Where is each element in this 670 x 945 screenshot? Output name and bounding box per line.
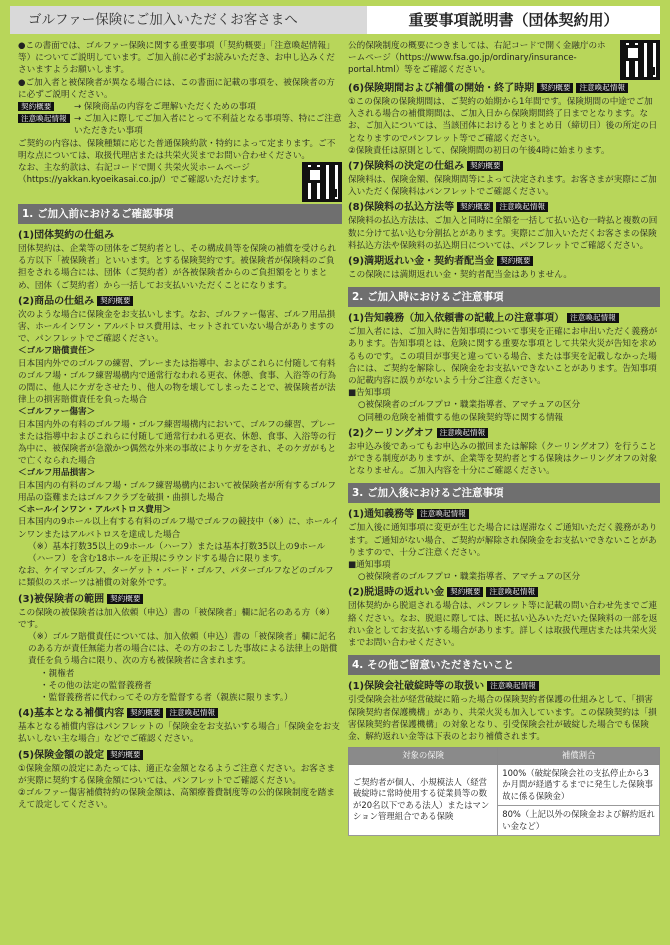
table-cell: ご契約者が個人、小規模法人（経営破綻時に常時使用する従業員等の数が20名以下である法人）またはマンション管理組合である保険 [349,764,498,836]
table-row [349,764,660,806]
r-t31: ご加入後に通知事項に変更が生じた場合には遅滞なくご通知いただく義務があります。ご通知がない場合、ご契約が解除され保険金をお支払いできないことがありますので、十分ご注意ください。 [348,523,658,558]
intro-text-1: ●この書面では、ゴルファー保険に関する重要事項（「契約概要」「注意喚起情報」等）についてご説明しています。ご加入前に必ずお読みいただき、お申し込みくださいますようお願いします。 [18,41,335,76]
tag-summary: 契約概要 [497,256,533,266]
r-t32: 団体契約から脱退される場合は、パンフレット等に記載の問い合わせ先までご連絡ください。なお、脱退に際しては、既に払い込みいただいた保険料の一部を返れい金としてお支払いする場合があります。詳しくは取扱代理店または共栄火災までお問い合わせください。 [348,601,658,649]
r-h41-text: (1)保険会社破綻時等の取扱い [348,681,485,693]
r-h7 [348,160,660,174]
r-h21-text: (1)告知義務（加入依頼書の記載上の注意事項） [348,313,565,325]
table-cell: 80%（上記以外の保険金および解約返れい金など） [498,806,660,836]
section-4-header: 4. その他ご留意いただきたいこと [348,655,660,675]
r-t21b: ○被保険者のゴルフプロ・職業指導者、アマチュアの区分 [358,400,581,411]
list-item: ・親権者 [40,668,75,679]
r-h22 [348,427,660,441]
tag-summary: 契約概要 [447,587,483,597]
tag-caution: 注意喚起情報 [567,313,619,323]
legend-tag-summary: 契約概要 [18,102,54,111]
s1-h4-text: (4)基本となる補償内容 [18,708,125,720]
tag-caution: 注意喚起情報 [486,587,538,597]
intro-contract: ご契約の内容は、保険種類に応じた普通保険約款・特約によって定まります。ご不明な点については、取扱代理店または共栄火災までお問い合わせください。 [18,138,336,161]
r-h6 [348,82,660,96]
s1-h2 [18,295,342,309]
golf-equipment-text: 日本国内の有料のゴルフ場・ゴルフ練習場構内において被保険者が所有するゴルフ用品の盗難またはゴルフクラブを破損・曲損した場合 [18,480,336,503]
s1-t5b: ②ゴルファー傷害補償特約の保険金額は、高額療養費制度等の公的保険制度を踏まえて設定してください。 [18,787,335,811]
r-t6b: ②保険責任は原則として、保険期間の初日の午後4時に始まります。 [348,145,610,156]
table-header-row [349,748,660,765]
r-h8 [348,201,660,215]
similar-sports-note: なお、ケイマンゴルフ、ターゲット・バード・ゴルフ、パターゴルフなどのゴルフに類似のスポーツは補償の対象外です。 [18,566,334,589]
tag-caution: 注意喚起情報 [166,708,218,718]
golf-liability-text: 日本国内外でのゴルフの練習、プレーまたは指導中、およびこれらに付随して有料のゴルフ場・ゴルフ練習場構内で通常行なわれる更衣、休憩、食事、入浴等の行為の間に、他人にケガをさせたり、他人の物を壊してしまったことで、被保険者が法律上の損害賠償責任を負った場合 [18,358,336,406]
tag-caution: 注意喚起情報 [417,509,469,519]
s1-t3-note: （※）ゴルフ賠償責任については、加入依頼（申込）書の「被保険者」欄に記名のある方が責任無能力者の場合には、その方のおこした事故による法律上の賠償責任を負う場合に限り、次の方も被保険者に含まれます。 [28,631,338,667]
r-t8: 保険料の払込方法は、ご加入と同時に全額を一括して払い込む一時払と複数の回数に分けて払い込む分割払とがあります。実際にご加入いただくお客さまの保険料払込方法や保険料の払込期日については、パンフレットでご確認ください。 [348,216,658,251]
r-t31b: ○被保険者のゴルフプロ・職業指導者、アマチュアの区分 [358,572,581,583]
table-header: 補償割合 [498,748,660,765]
legend-row [18,101,342,113]
section-3-header: 3. ご加入後におけるご注意事項 [348,483,660,503]
r-t7: 保険料は、保険金額、保険期間等によって決定されます。お客さまが実際にご加入いただく保険料はパンフレットでご確認ください。 [348,175,657,198]
r-t6a: ①この保険の保険期間は、ご契約の始期から1年間です。保険期間の中途でご加入される場合の補償期間は、ご加入日から保険期間終了日までとなります。なお、ご加入については、当該団体におけるとりまとめ日（締切日）後の所定の日となりますのでパンフレット等でご確認ください。 [348,97,658,144]
protection-table [348,747,660,836]
r-h32-text: (2)脱退時の返れい金 [348,587,445,599]
golfer-injury-text: 日本国内外の有料のゴルフ場・ゴルフ練習場構内において、ゴルフの練習、プレーまたは指導中およびこれらに付随して通常行われる更衣、休憩、食事、入浴等の行為中に、被保険者が急激かつ偶然な外来の事故によりケガをされ、そのケガがもとで亡くなられた場合 [18,419,337,467]
section-1-header: 1. ご加入前におけるご確認事項 [18,204,342,224]
tag-summary: 契約概要 [107,750,143,760]
r-h8-text: (8)保険料の払込方法等 [348,202,455,214]
legend-row [18,113,342,137]
intro-text-2: ●ご加入者と被保険者が異なる場合には、この書面に記載の事項を、被保険者の方に必ずご説明ください。 [18,77,335,100]
qr-code-icon[interactable] [302,162,342,202]
golf-liability-heading: ＜ゴルフ賠償責任＞ [18,346,96,357]
legend-tag-caution: 注意喚起情報 [18,114,70,123]
tag-summary: 契約概要 [107,594,143,604]
r-t21a: ■告知事項 [348,388,391,399]
legend-text-summary: → 保険商品の内容をご理解いただくための事項 [74,102,256,113]
s1-t3: この保険の被保険者は加入依頼（申込）書の「被保険者」欄に記名のある方（※）です。 [18,607,335,630]
list-item: ・監督義務者に代わってその方を監督する者（親族に限ります。） [40,692,293,703]
s1-t1: 団体契約は、企業等の団体をご契約者とし、その構成員等を保険の補償を受けられる方以下「被保険者」といいます。とする保険契約です。被保険者が保険料のご負担をされる場合には、団体（ご契約者）が各被保険者からのご負担額をとりまとめ、団体（ご契約者）から一括してお支払いいただくことになります。 [18,244,336,291]
hole-in-one-note: （※）基本打数35以上の9ホール（ハーフ）または基本打数35以上の9ホール（ハーフ）を含む18ホールを正規にラウンドする場合に限ります。 [28,541,326,564]
section-2-header: 2. ご加入時におけるご注意事項 [348,287,660,307]
r-t41: 引受保険会社が経営破綻に陥った場合の保険契約者保護の仕組みとして、「損害保険契約者保護機構」があり、共栄火災も加入しています。この保険契約は「損害保険契約者保護機構」の対象となり、引受保険会社が破綻した場合でも保険金、解約返れい金等は下表のとおり補償されます。 [348,695,657,742]
legend-text-caution: → ご加入に際してご加入者にとって不利益となる事項等、特にご注意いただきたい事項 [74,114,342,137]
table-header: 対象の保険 [349,748,498,765]
tag-caution: 注意喚起情報 [487,681,539,691]
r-h32 [348,586,660,600]
tag-summary: 契約概要 [97,296,133,306]
tag-caution: 注意喚起情報 [576,83,628,93]
tag-caution: 注意喚起情報 [496,202,548,212]
r-t21: ご加入者には、ご加入時に告知事項について事実を正確にお申出いただく義務があります。告知事項とは、危険に関する重要な事項として共栄火災が告知を求めるものです。この項目が事実と違っている場合、または事実を記載しなかった場合には、ご契約を解除し、保険金をお支払いできないことがあります。告知事項の記載内容に誤りがないよう十分ご注意ください。 [348,327,658,387]
right-column [348,40,660,940]
tag-summary: 契約概要 [537,83,573,93]
s1-t2: 次のような場合に保険金をお支払いします。なお、ゴルファー傷害、ゴルフ用品損害、ホールインワン・アルバトロス費用は、セットされていない場合がありますので、パンフレットでご確認ください。 [18,309,336,345]
s1-h1: (1)団体契約の仕組み [18,230,115,242]
r-t31a: ■通知事項 [348,560,391,571]
r-h21 [348,312,660,326]
s1-h5 [18,749,342,763]
r-h9-text: (9)満期返れい金・契約者配当金 [348,256,495,268]
hole-in-one-text: 日本国内の9ホール以上有する有料のゴルフ場でゴルフの競技中（※）に、ホールインワンまたはアルバトロスを達成した場合 [18,517,340,540]
s1-t4: 基本となる補償内容はパンフレットの「保険金をお支払いする場合」「保険金をお支払いしない主な場合」などでご確認ください。 [18,722,340,745]
r-t21c: ○同種の危険を補償する他の保険契約等に関する情報 [358,412,564,423]
r-h41 [348,680,660,694]
s1-h2-text: (2)商品の仕組み [18,295,95,307]
r-h9 [348,255,660,269]
tag-summary: 契約概要 [467,161,503,171]
golfer-injury-heading: ＜ゴルファー傷害＞ [18,407,96,418]
header-audience: ゴルファー保険にご加入いただくお客さまへ [10,6,367,34]
s1-h3-text: (3)被保険者の範囲 [18,593,105,605]
s1-h5-text: (5)保険金額の設定 [18,749,105,761]
tag-caution: 注意喚起情報 [437,428,489,438]
s1-h4 [18,707,342,721]
r-t9: この保険には満期返れい金・契約者配当金はありません。 [348,270,572,281]
r-h6-text: (6)保険期間および補償の開始・終了時期 [348,83,535,94]
r-h22-text: (2)クーリングオフ [348,427,434,439]
r-t22: お申込み後であってもお申込みの撤回または解除（クーリングオフ）を行うことができる制度がありますが、企業等を契約者とする保険はクーリングオフの対象となりません。ご加入内容を十分にご確認ください。 [348,441,657,477]
golf-equipment-heading: ＜ゴルフ用品損害＞ [18,468,96,479]
s1-t5a: ①保険金額の設定にあたっては、適正な金額となるようご注意ください。お客さまが実際に契約する保険金額については、パンフレットでご確認ください。 [18,763,336,786]
document-title: 重要事項説明書（団体契約用） [367,6,660,34]
hole-in-one-heading: ＜ホールインワン・アルバトロス費用＞ [18,505,171,516]
qr-code-icon[interactable] [620,40,660,80]
intro-yakkan [18,162,342,186]
public-insurance-note [348,40,660,77]
tag-summary: 契約概要 [457,202,493,212]
left-column [18,40,342,940]
intro-yakkan-text: なお、主な約款は、右記コードで開く共栄火災ホームページ（https://yakkan.kyoeikasai.co.jp/）でご確認いただけます。 [18,163,265,186]
header-bar [10,6,660,34]
s1-h3 [18,593,342,607]
r-h31 [348,508,660,522]
list-item: ・その他の法定の監督義務者 [40,680,152,691]
public-insurance-text: 公的保険制度の概要につきましては、右記コードで開く金融庁のホームページ（https://www.fsa.go.jp/ordinary/insurance-portal.html）等をご確認ください。 [348,41,606,76]
tag-summary: 契約概要 [127,708,163,718]
r-h31-text: (1)通知義務等 [348,509,415,521]
r-h7-text: (7)保険料の決定の仕組み [348,161,465,173]
table-cell: 100%（破綻保険会社の支払停止から3か月間が経過するまでに発生した保険事故に係る保険金） [498,764,660,806]
